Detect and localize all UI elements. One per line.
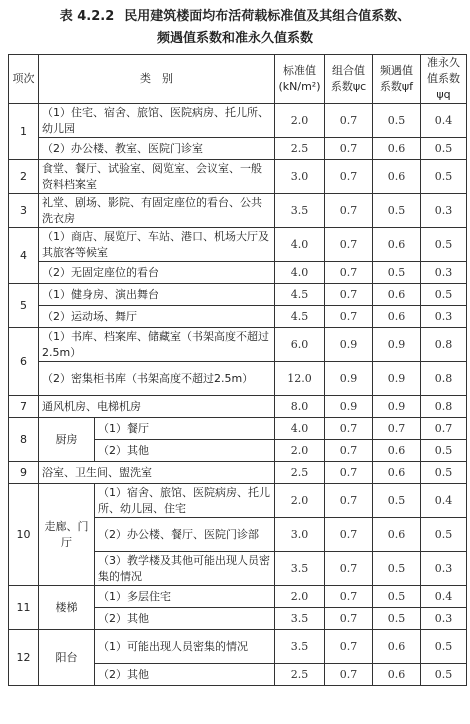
cell-standard: 3.0	[275, 518, 325, 552]
cell-category: （2）办公楼、餐厅、医院门诊部	[95, 518, 275, 552]
table-row	[9, 262, 467, 284]
cell-index: 9	[9, 462, 39, 484]
table-row	[9, 138, 467, 160]
header-row	[9, 55, 467, 104]
cell-category: （2）密集柜书库（书架高度不超过2.5m）	[39, 362, 275, 396]
cell-frequent: 0.6	[373, 440, 421, 462]
table-row	[9, 418, 467, 440]
cell-quasi-permanent: 0.5	[421, 440, 467, 462]
cell-quasi-permanent: 0.8	[421, 328, 467, 362]
cell-quasi-permanent: 0.4	[421, 104, 467, 138]
cell-quasi-permanent: 0.5	[421, 284, 467, 306]
cell-quasi-permanent: 0.5	[421, 518, 467, 552]
cell-frequent: 0.9	[373, 396, 421, 418]
cell-category: （1）可能出现人员密集的情况	[95, 630, 275, 664]
cell-quasi-permanent: 0.3	[421, 608, 467, 630]
cell-frequent: 0.6	[373, 462, 421, 484]
cell-combination: 0.7	[325, 462, 373, 484]
cell-category: （2）运动场、舞厅	[39, 306, 275, 328]
title-text-1: 民用建筑楼面均布活荷载标准值及其组合值系数、	[124, 9, 411, 24]
cell-index: 2	[9, 160, 39, 194]
cell-index: 4	[9, 228, 39, 284]
cell-category: （3）教学楼及其他可能出现人员密集的情况	[95, 552, 275, 586]
table-row	[9, 484, 467, 518]
cell-quasi-permanent: 0.5	[421, 228, 467, 262]
cell-quasi-permanent: 0.4	[421, 484, 467, 518]
header-standard: 标准值 (kN/m²)	[275, 55, 325, 104]
cell-category: （1）多层住宅	[95, 586, 275, 608]
cell-standard: 3.5	[275, 194, 325, 228]
header-combination: 组合值系数ψc	[325, 55, 373, 104]
title-line-2: 频遇值系数和准永久值系数	[156, 31, 313, 46]
cell-frequent: 0.5	[373, 586, 421, 608]
cell-frequent: 0.6	[373, 228, 421, 262]
cell-quasi-permanent: 0.3	[421, 552, 467, 586]
cell-standard: 8.0	[275, 396, 325, 418]
cell-group: 走廊、门厅	[39, 484, 95, 586]
cell-frequent: 0.6	[373, 664, 421, 686]
cell-group: 厨房	[39, 418, 95, 462]
cell-category: 浴室、卫生间、盥洗室	[39, 462, 275, 484]
cell-category: （2）其他	[95, 440, 275, 462]
cell-category: （1）宿舍、旅馆、医院病房、托儿所、幼儿园、住宅	[95, 484, 275, 518]
title-line-1	[0, 6, 470, 28]
cell-frequent: 0.6	[373, 160, 421, 194]
cell-frequent: 0.6	[373, 630, 421, 664]
cell-standard: 3.5	[275, 552, 325, 586]
table-row	[9, 284, 467, 306]
cell-frequent: 0.5	[373, 552, 421, 586]
table-row	[9, 462, 467, 484]
cell-standard: 4.0	[275, 262, 325, 284]
table-row	[9, 228, 467, 262]
cell-combination: 0.9	[325, 396, 373, 418]
cell-combination: 0.7	[325, 160, 373, 194]
cell-standard: 3.5	[275, 608, 325, 630]
cell-quasi-permanent: 0.8	[421, 362, 467, 396]
cell-quasi-permanent: 0.4	[421, 586, 467, 608]
cell-combination: 0.7	[325, 518, 373, 552]
cell-combination: 0.7	[325, 284, 373, 306]
cell-combination: 0.7	[325, 306, 373, 328]
cell-index: 1	[9, 104, 39, 160]
cell-category: （2）其他	[95, 608, 275, 630]
cell-combination: 0.7	[325, 228, 373, 262]
cell-standard: 6.0	[275, 328, 325, 362]
table-row	[9, 396, 467, 418]
table-row	[9, 104, 467, 138]
cell-quasi-permanent: 0.3	[421, 306, 467, 328]
cell-combination: 0.7	[325, 194, 373, 228]
cell-standard: 2.0	[275, 484, 325, 518]
header-frequent: 频遇值系数ψf	[373, 55, 421, 104]
table-row	[9, 160, 467, 194]
table-row	[9, 630, 467, 664]
cell-frequent: 0.6	[373, 518, 421, 552]
cell-index: 3	[9, 194, 39, 228]
cell-combination: 0.7	[325, 608, 373, 630]
cell-category: （1）住宅、宿舍、旅馆、医院病房、托儿所、幼儿园	[39, 104, 275, 138]
cell-combination: 0.7	[325, 484, 373, 518]
cell-index: 12	[9, 630, 39, 686]
cell-frequent: 0.6	[373, 138, 421, 160]
cell-combination: 0.7	[325, 262, 373, 284]
cell-group: 楼梯	[39, 586, 95, 630]
cell-category: （1）餐厅	[95, 418, 275, 440]
cell-combination: 0.7	[325, 586, 373, 608]
cell-quasi-permanent: 0.5	[421, 664, 467, 686]
cell-combination: 0.7	[325, 552, 373, 586]
cell-frequent: 0.5	[373, 194, 421, 228]
load-table	[8, 54, 467, 686]
header-index: 项次	[9, 55, 39, 104]
cell-standard: 4.0	[275, 418, 325, 440]
cell-standard: 2.0	[275, 586, 325, 608]
header-quasi-permanent: 准永久值系数ψq	[421, 55, 467, 104]
table-row	[9, 194, 467, 228]
cell-index: 6	[9, 328, 39, 396]
cell-category: 食堂、餐厅、试验室、阅览室、会议室、一般资料档案室	[39, 160, 275, 194]
cell-quasi-permanent: 0.7	[421, 418, 467, 440]
cell-index: 10	[9, 484, 39, 586]
cell-frequent: 0.6	[373, 284, 421, 306]
cell-quasi-permanent: 0.5	[421, 160, 467, 194]
cell-standard: 4.0	[275, 228, 325, 262]
cell-combination: 0.7	[325, 104, 373, 138]
table-row	[9, 586, 467, 608]
cell-quasi-permanent: 0.5	[421, 462, 467, 484]
cell-quasi-permanent: 0.3	[421, 262, 467, 284]
cell-quasi-permanent: 0.5	[421, 630, 467, 664]
cell-standard: 2.5	[275, 138, 325, 160]
cell-standard: 4.5	[275, 306, 325, 328]
cell-standard: 12.0	[275, 362, 325, 396]
cell-combination: 0.9	[325, 362, 373, 396]
cell-frequent: 0.6	[373, 306, 421, 328]
cell-combination: 0.7	[325, 664, 373, 686]
table-row	[9, 362, 467, 396]
cell-combination: 0.7	[325, 630, 373, 664]
cell-frequent: 0.5	[373, 262, 421, 284]
cell-standard: 2.5	[275, 462, 325, 484]
cell-frequent: 0.9	[373, 328, 421, 362]
cell-frequent: 0.5	[373, 608, 421, 630]
cell-standard: 2.0	[275, 104, 325, 138]
cell-combination: 0.7	[325, 138, 373, 160]
cell-combination: 0.7	[325, 440, 373, 462]
cell-frequent: 0.7	[373, 418, 421, 440]
cell-frequent: 0.5	[373, 104, 421, 138]
cell-category: 通风机房、电梯机房	[39, 396, 275, 418]
cell-quasi-permanent: 0.8	[421, 396, 467, 418]
cell-index: 7	[9, 396, 39, 418]
cell-category: （2）其他	[95, 664, 275, 686]
cell-standard: 2.0	[275, 440, 325, 462]
cell-standard: 4.5	[275, 284, 325, 306]
cell-quasi-permanent: 0.3	[421, 194, 467, 228]
cell-index: 11	[9, 586, 39, 630]
cell-category: 礼堂、剧场、影院、有固定座位的看台、公共洗衣房	[39, 194, 275, 228]
table-number: 表 4.2.2	[59, 9, 115, 24]
cell-combination: 0.7	[325, 418, 373, 440]
cell-combination: 0.9	[325, 328, 373, 362]
cell-standard: 3.0	[275, 160, 325, 194]
cell-index: 8	[9, 418, 39, 462]
cell-category: （2）办公楼、教室、医院门诊室	[39, 138, 275, 160]
cell-category: （2）无固定座位的看台	[39, 262, 275, 284]
cell-category: （1）书库、档案库、储藏室（书架高度不超过2.5m）	[39, 328, 275, 362]
table-body	[9, 104, 467, 686]
cell-standard: 3.5	[275, 630, 325, 664]
table-row	[9, 328, 467, 362]
cell-group: 阳台	[39, 630, 95, 686]
table-row	[9, 306, 467, 328]
cell-quasi-permanent: 0.5	[421, 138, 467, 160]
cell-category: （1）健身房、演出舞台	[39, 284, 275, 306]
cell-frequent: 0.5	[373, 484, 421, 518]
cell-index: 5	[9, 284, 39, 328]
table-title	[0, 6, 470, 50]
header-category: 类 别	[39, 55, 275, 104]
cell-category: （1）商店、展览厅、车站、港口、机场大厅及其旅客等候室	[39, 228, 275, 262]
cell-frequent: 0.9	[373, 362, 421, 396]
cell-standard: 2.5	[275, 664, 325, 686]
